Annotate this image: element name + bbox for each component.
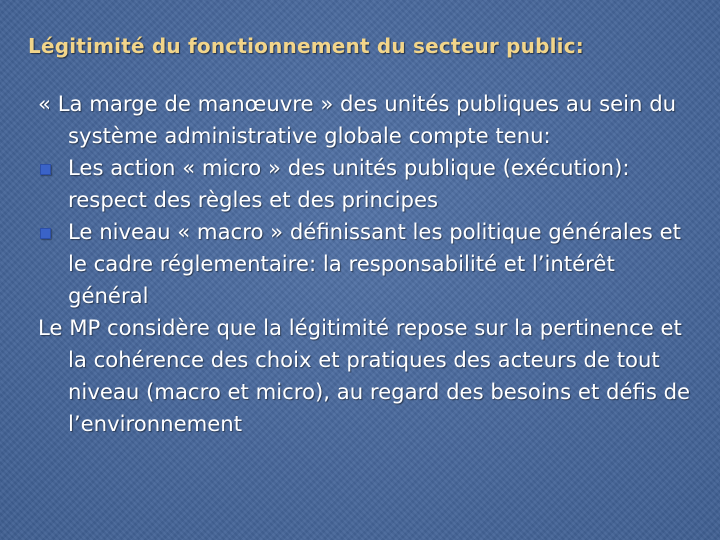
bullet-item-macro bbox=[38, 216, 698, 312]
bullet-text-micro: Les action « micro » des unités publique (exécution): respect des règles et des principes bbox=[68, 155, 630, 212]
square-bullet-icon bbox=[40, 164, 51, 175]
bullet-text-macro: Le niveau « macro » définissant les politique générales et le cadre réglementaire: la responsabilité et l’intérêt général bbox=[68, 219, 681, 308]
intro-paragraph: « La marge de manœuvre » des unités publiques au sein du système administrative globale compte tenu: bbox=[38, 91, 677, 148]
conclusion-paragraph: Le MP considère que la légitimité repose sur la pertinence et la cohérence des choix et pratiques des acteurs de tout niveau (macro et micro), au regard des besoins et défis de l’environnement bbox=[38, 315, 691, 436]
bullet-item-micro bbox=[38, 152, 698, 216]
slide-title: Légitimité du fonctionnement du secteur public: bbox=[28, 34, 584, 58]
slide-body bbox=[38, 88, 698, 440]
square-bullet-icon bbox=[40, 228, 51, 239]
